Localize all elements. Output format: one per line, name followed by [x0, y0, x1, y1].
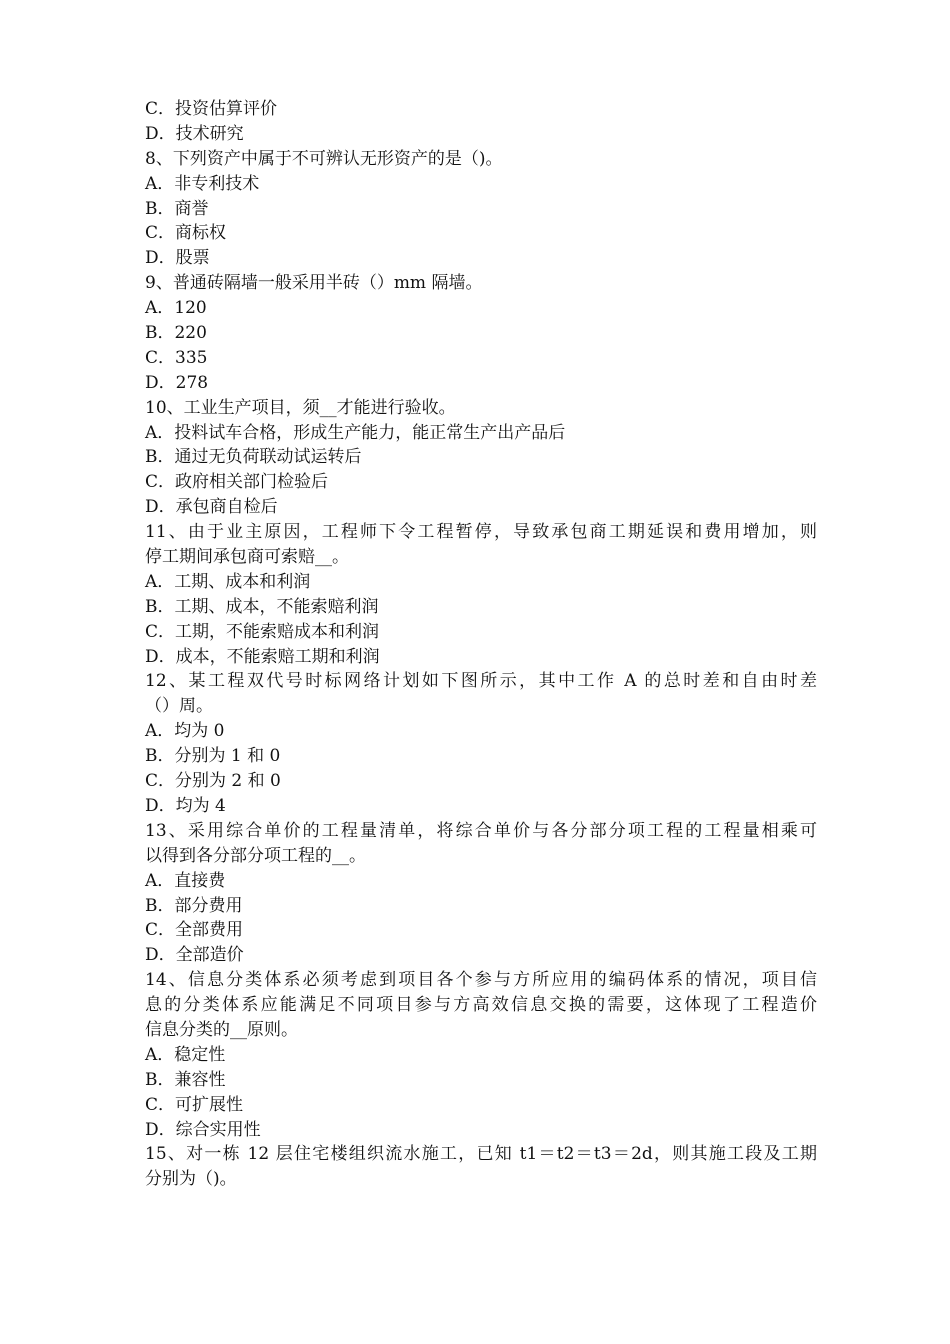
- question-text-line: 15、对一栋 12 层住宅楼组织流水施工，已知 t1＝t2＝t3＝2d，则其施工段及工期: [145, 1144, 817, 1165]
- answer-option: D．均为 4: [145, 795, 226, 816]
- answer-option: B．部分费用: [145, 895, 243, 916]
- answer-option: D．技术研究: [145, 123, 244, 144]
- answer-option: B．通过无负荷联动试运转后: [145, 447, 362, 468]
- answer-option: C．投资估算评价: [145, 99, 278, 119]
- answer-option: D．成本，不能索赔工期和利润: [145, 646, 380, 667]
- answer-option: C．全部费用: [145, 920, 244, 941]
- answer-option: A．工期、成本和利润: [145, 571, 311, 592]
- answer-option: A．非专利技术: [145, 173, 260, 194]
- answer-option: A．投料试车合格，形成生产能力，能正常生产出产品后: [145, 422, 566, 443]
- question-text-line: 信息分类的__原则。: [145, 1019, 298, 1040]
- question-text-line: 14、信息分类体系必须考虑到项目各个参与方所应用的编码体系的情况，项目信: [145, 970, 817, 991]
- answer-option: C．分别为 2 和 0: [145, 771, 281, 792]
- answer-option: C．商标权: [145, 223, 227, 244]
- answer-option: B．工期、成本，不能索赔利润: [145, 596, 379, 617]
- answer-option: B．220: [145, 323, 207, 344]
- answer-option: A．直接费: [145, 870, 226, 891]
- question-text-line: 分别为（)。: [145, 1169, 237, 1190]
- answer-option: C．政府相关部门检验后: [145, 472, 329, 493]
- answer-option: D．股票: [145, 248, 210, 269]
- question-text-line: 10、工业生产项目，须__才能进行验收。: [145, 397, 456, 418]
- question-text-line: 13、采用综合单价的工程量清单，将综合单价与各分部分项工程的工程量相乘可: [145, 820, 817, 841]
- answer-option: C．335: [145, 347, 208, 368]
- answer-option: A．120: [145, 298, 207, 319]
- question-text-line: 11、由于业主原因，工程师下令工程暂停，导致承包商工期延误和费用增加，则: [145, 522, 817, 543]
- answer-option: C．可扩展性: [145, 1094, 244, 1115]
- answer-option: A．均为 0: [145, 721, 225, 742]
- question-text-line: 以得到各分部分项工程的__。: [145, 845, 366, 866]
- answer-option: B．兼容性: [145, 1069, 226, 1090]
- answer-option: D．全部造价: [145, 945, 244, 966]
- question-text-line: 8、下列资产中属于不可辨认无形资产的是（)。: [145, 148, 503, 169]
- answer-option: D．承包商自检后: [145, 497, 278, 518]
- question-text-line: （）周。: [145, 696, 213, 717]
- document-page: [145, 97, 817, 1192]
- answer-option: D．278: [145, 372, 209, 393]
- answer-option: A．稳定性: [145, 1044, 226, 1065]
- question-text-line: 息的分类体系应能满足不同项目参与方高效信息交换的需要，这体现了工程造价: [145, 995, 817, 1016]
- question-text-line: 停工期间承包商可索赔__。: [145, 547, 349, 568]
- question-text-line: 12、某工程双代号时标网络计划如下图所示，其中工作 A 的总时差和自由时差: [145, 671, 817, 692]
- answer-option: C．工期，不能索赔成本和利润: [145, 621, 380, 642]
- answer-option: D．综合实用性: [145, 1119, 261, 1140]
- answer-option: B．商誉: [145, 198, 209, 219]
- answer-option: B．分别为 1 和 0: [145, 746, 281, 767]
- question-text-line: 9、普通砖隔墙一般采用半砖（）mm 隔墙。: [145, 273, 483, 294]
